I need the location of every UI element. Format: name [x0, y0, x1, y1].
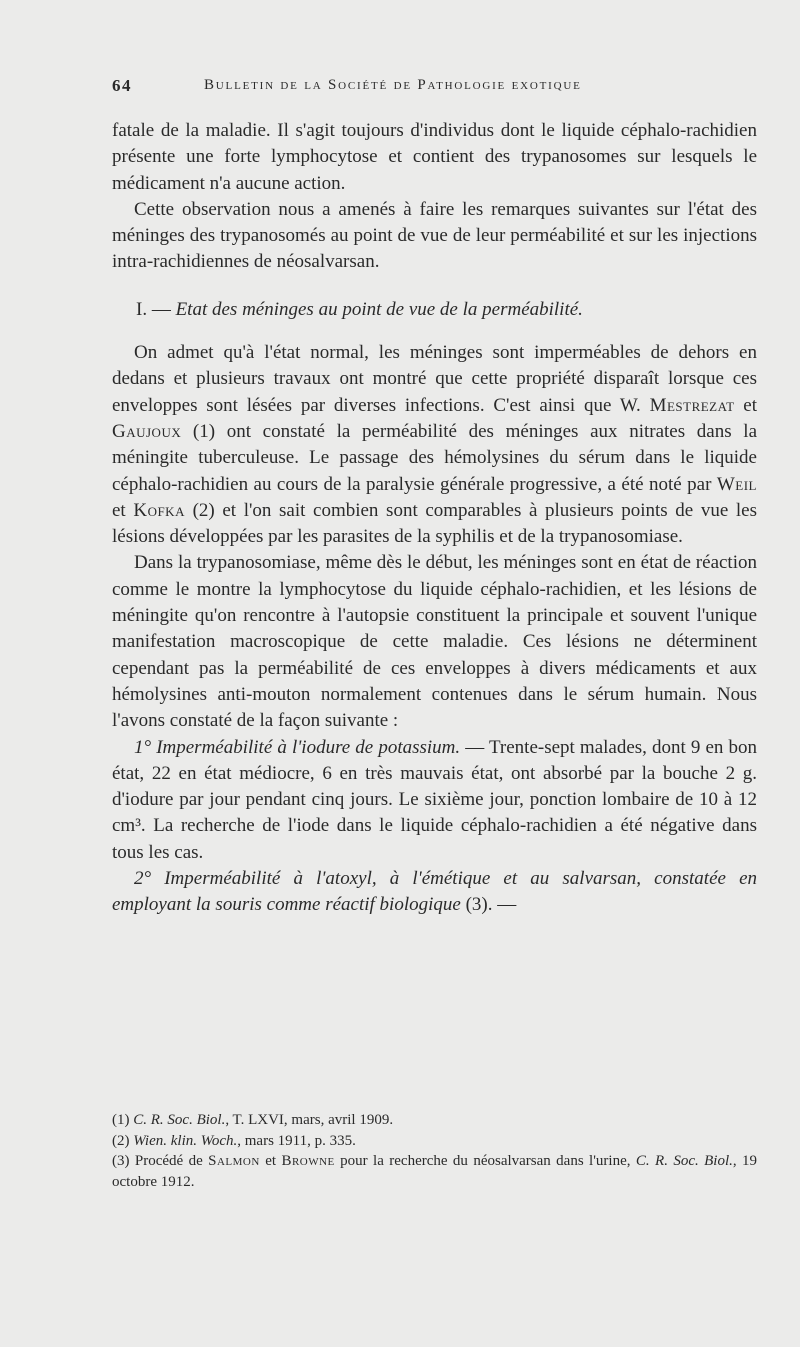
paragraph-meninges — [112, 340, 757, 550]
footnote-2 — [112, 1131, 757, 1152]
body-text — [112, 118, 757, 919]
text-run: (3). — — [465, 894, 517, 916]
text-run: , mars 1911, p. 335. — [237, 1132, 356, 1149]
text-run: (1) ont constaté la perméabilité des méninges aux nitrates dans la méningite tuberculeuse. Le passage des hémolysines du sérum dans le liquide céphalo-rachidien au cours de la paralysie générale progressive, a été noté par — [112, 420, 758, 495]
author-name: Salmon — [208, 1153, 260, 1169]
section-title: Etat des méninges au point de vue de la perméabilité. — [175, 298, 583, 320]
footnote-number: (3) — [112, 1153, 130, 1169]
text-run: — Trente-sept malades, dont 9 en bon état, 22 en état médiocre, 6 en très mauvais état, ont absorbé par la bouche 2 g. d'iodure par jour pendant cinq jours. Le sixième jour, ponction lombaire de 10 à 12 cm³. La recherche de l'iode dans le liquide céphalo-rachidien a été négative dans tous les cas. — [112, 736, 758, 863]
paragraph-trypanosomiase: Dans la trypanosomiase, même dès le début, les méninges sont en état de réaction comme le montre la lymphocytose du liquide céphalo-rachidien, et les lésions de méningite qu'on rencontre à l'autopsie constituent la principale et souvent l'unique manifestation macroscopique de cette maladie. Ces lésions ne déterminent cependant pas la perméabilité de ces enveloppes à divers médicaments et aux hémolysines anti-mouton normalement contenues dans le sérum humain. Nous l'avons constaté de la façon suivante : — [112, 552, 757, 732]
footnote-number: (1) — [112, 1112, 130, 1128]
text-run: et — [743, 394, 758, 416]
footnote-number: (2) — [112, 1132, 130, 1149]
text-run: et — [265, 1153, 277, 1169]
author-name: Browne — [281, 1153, 335, 1169]
footnote-reference: C. R. Soc. Biol. — [133, 1112, 226, 1128]
text-run: pour la recherche du néosalvarsan dans l'urine, — [340, 1153, 631, 1169]
subsection-label: 2° Imperméabilité à l'atoxyl, à l'émétique et au salvarsan, constatée en employant la souris comme réactif biologique — [112, 868, 757, 916]
footnote-3 — [112, 1151, 757, 1192]
text-run: , 19 octobre 1912. — [112, 1153, 758, 1190]
paragraph-atoxyl — [112, 866, 757, 919]
subsection-label: 1° Imperméabilité à l'iodure de potassium. — [134, 736, 461, 758]
author-name: Weil — [716, 473, 757, 495]
text-run: et — [112, 499, 126, 521]
page-number: 64 — [112, 76, 132, 95]
text-run: Procédé de — [134, 1153, 203, 1169]
author-name: Mestrezat — [649, 394, 735, 416]
section-number: I. — — [136, 298, 171, 320]
author-name: Kofka — [133, 499, 185, 521]
paragraph-observation: Cette observation nous a amenés à faire les remarques suivantes sur l'état des méninges des trypanosomés au point de vue de leur perméabilité et sur les injections intra-rachidiennes de néosalvarsan. — [112, 198, 757, 273]
paragraph-continuation: fatale de la maladie. Il s'agit toujours d'individus dont le liquide céphalo-rachidien présente une forte lymphocytose et contient des trypanosomes sur lesquels le médicament n'a aucune action. — [112, 120, 757, 194]
section-heading — [112, 297, 757, 323]
running-header — [112, 74, 757, 104]
footnote-reference: Wien. klin. Woch. — [133, 1132, 238, 1149]
footnote-1 — [112, 1110, 757, 1131]
text-run: , T. LXVI, mars, avril 1909. — [225, 1112, 394, 1128]
footnotes — [112, 1110, 757, 1192]
text-run: On admet qu'à l'état normal, les méninges sont imperméables de dehors en dedans et plusieurs travaux ont montré que cette propriété disparaît lorsque ces enveloppes sont lésées par diverses infections. C'est ainsi que W. — [112, 342, 757, 416]
text-run: (2) et l'on sait combien sont comparables à plusieurs points de vue les lésions développées par les parasites de la syphilis et de la trypanosomiase. — [112, 499, 758, 548]
running-title: Bulletin de la Société de Pathologie exotique — [204, 77, 582, 93]
paragraph-iodure — [112, 735, 757, 866]
footnote-reference: C. R. Soc. Biol. — [635, 1153, 733, 1169]
author-name: Gaujoux — [112, 420, 182, 442]
